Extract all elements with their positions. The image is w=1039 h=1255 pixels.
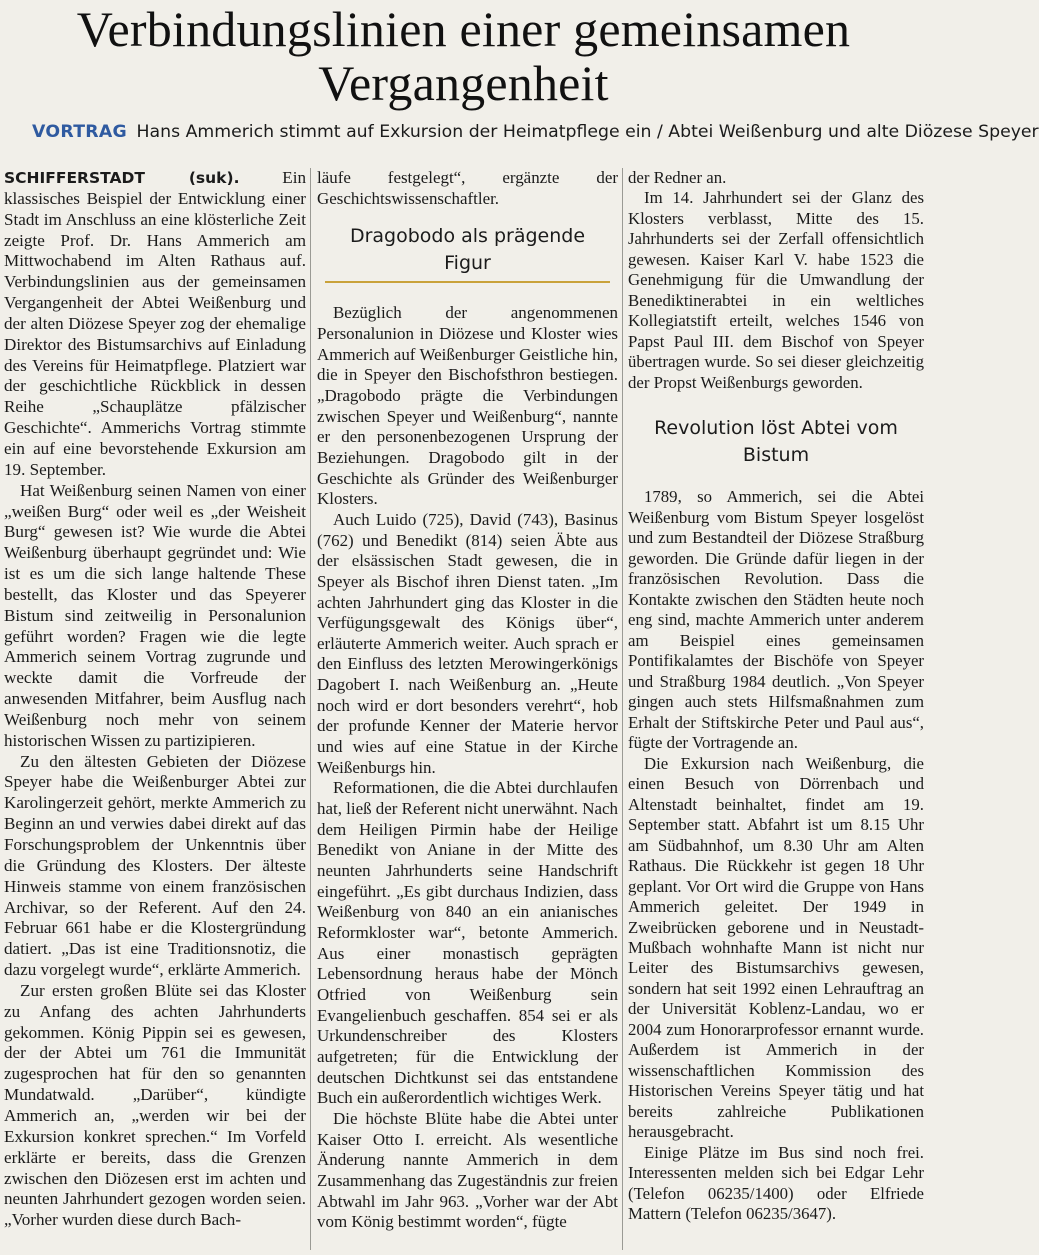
paragraph: 1789, so Ammerich, sei die Abtei Weißenburg vom Bistum Speyer losgelöst und zum Bestandteil der Diözese Straßburg geworden. Die Gründe dafür liegen in der französischen Revolution. Dass die Kontakte zwischen den Städten heute noch eng sind, machte Ammerich unter anderem am Beispiel eines gemeinsamen Pontifikalamtes der Bischöfe von Speyer und Straßburg 1984 deutlich. „Von Speyer gingen auch stets Hilfsmaßnahmen zum Erhalt der Stiftskirche Peter und Paul aus“, fügte der Vortragende an. — [628, 487, 924, 753]
kicker-line — [32, 122, 1039, 142]
paragraph: Zur ersten großen Blüte sei das Kloster zu Anfang des achten Jahrhunderts gekommen. König Pippin sei es gewesen, der der Abtei um 761 die Immunität zugesprochen hat für den so genannten Mundatwald. „Darüber“, kündigte Ammerich an, „werden wir bei der Exkursion konkret sprechen.“ Im Vorfeld erklärte er bereits, dass die Grenzen zwischen den Diözesen erst im achten und neunten Jahrhundert gezogen worden seien. „Vorher wurden diese durch Bach- — [4, 980, 306, 1230]
paragraph: Die Exkursion nach Weißenburg, die einen Besuch von Dörrenbach und Altenstadt beinhaltet, findet am 19. September statt. Abfahrt ist um 8.15 Uhr am Südbahnhof, um 8.30 Uhr am Alten Rathaus. Die Rückkehr ist gegen 18 Uhr geplant. Vor Ort wird die Gruppe von Hans Ammerich geleitet. Der 1949 in Zweibrücken geborene und in Neustadt-Mußbach wohnhafte Mann ist nicht nur Leiter des Bistumsarchivs gewesen, sondern hat seit 1992 einen Lehrauftrag an der Universität Koblenz-Landau, wo er 2004 zum Honorarprofessor ernannt wurde. Außerdem ist Ammerich in der wissenschaftlichen Kommission des Historischen Vereins Speyer tätig und hat bereits zahlreiche Publikationen herausgebracht. — [628, 753, 924, 1142]
column-3 — [628, 168, 924, 1225]
paragraph: Bezüglich der angenommenen Personalunion in Diözese und Kloster wies Ammerich auf Weißenburger Geistliche hin, die in Speyer den Bischofsthron bestiegen. „Dragobodo prägte die Verbindungen zwischen Speyer und Weißenburg“, nannte er den personenbezogenen Ursprung der Beziehungen. Dragobodo gilt in der Geschichte als Gründer des Weißenburger Klosters. — [317, 303, 618, 509]
column-rule — [622, 168, 623, 1250]
paragraph: Reformationen, die die Abtei durchlaufen hat, ließ der Referent nicht unerwähnt. Nach dem Heiligen Pirmin habe der Heilige Benedikt von Aniane in der Mitte des neunten Jahrhunderts seine Handschrift eingeführt. „Es gibt durchaus Indizien, dass Weißenburg von 840 an ein anianisches Reformkloster war“, betonte Ammerich. Aus einer monastisch geprägten Lebensordnung heraus habe der Mönch Otfried von Weißenburg sein Evangelienbuch geschaffen. 854 sei er als Urkundenschreiber des Klosters aufgetreten; für die Entwicklung der deutschen Dichtkunst sei das entstandene Buch ein außerordentlich wichtiges Werk. — [317, 778, 618, 1108]
subheading-revolution: Revolution löst Abtei vom Bistum — [654, 417, 898, 467]
subtitle: Hans Ammerich stimmt auf Exkursion der Heimatpflege ein / Abtei Weißenburg und alte Diözese Speyer — [136, 122, 1039, 142]
subheading-dragobodo: Dragobodo als prägende Figur — [325, 223, 610, 283]
dateline: SCHIFFERSTADT (suk). — [4, 169, 240, 187]
paragraph: Zu den ältesten Gebieten der Diözese Speyer habe die Weißenburger Abtei zur Karolingerzeit gehört, merkte Ammerich zu Beginn an und verwies dabei direkt auf das Forschungsproblem der Unkenntnis über die Gründung des Klosters. Der älteste Hinweis stamme von einem französischen Archivar, so der Referent. Auf den 24. Februar 661 habe er die Klostergründung datiert. „Das ist eine Traditionsnotiz, die dazu vorgelegt wurde“, erklärte Ammerich. — [4, 751, 306, 980]
paragraph — [4, 168, 306, 481]
kicker-label: VORTRAG — [32, 122, 128, 142]
headline — [0, 2, 927, 110]
paragraph: Einige Plätze im Bus sind noch frei. Interessenten melden sich bei Edgar Lehr (Telefon 06235/1400) oder Elfriede Mattern (Telefon 06235/3647). — [628, 1142, 924, 1224]
column-1 — [4, 168, 306, 1231]
paragraph: Die höchste Blüte habe die Abtei unter Kaiser Otto I. erreicht. Als wesentliche Änderung nannte Ammerich in dem Zusammenhang das Zugeständnis zur freien Abtwahl im Jahr 963. „Vorher war der Abt vom König bestimmt worden“, fügte — [317, 1108, 618, 1232]
headline-line-1: Verbindungslinien einer gemeinsamen — [76, 1, 851, 57]
paragraph: läufe festgelegt“, ergänzte der Geschichtswissenschaftler. — [317, 168, 618, 208]
headline-line-2: Vergangenheit — [318, 55, 609, 111]
paragraph: der Redner an. — [628, 168, 727, 187]
paragraph-text: Ein klassisches Beispiel der Entwicklung einer Stadt im Anschluss an eine klösterliche Zeit zeigte Prof. Dr. Hans Ammerich am Mittwochabend im Alten Rathaus auf. Verbindungslinien aus der gemeinsamen Vergangenheit der Abtei Weißenburg und der alten Diözese Speyer zog der ehemalige Direktor des Bistumsarchivs auf Einladung des Vereins für Heimatpflege. Platziert war der geschichtliche Rückblick in dessen Reihe „Schauplätze pfälzischer Geschichte“. Ammerichs Vortrag stimmte ein auf eine bevorstehende Exkursion am 19. September. — [4, 168, 306, 479]
column-2 — [317, 168, 618, 1233]
paragraph: Auch Luido (725), David (743), Basinus (762) und Benedikt (814) seien Äbte aus der elsässischen Stadt gewesen, die in Speyer als Bischof ihren Dienst taten. „Im achten Jahrhundert ging das Kloster in die Verfügungsgewalt des Königs über“, erläuterte Ammerich weiter. Auch sprach er den Einfluss des letzten Merowingerkönigs Dagobert I. nach Weißenburg an. „Heute noch wird er dort besonders verehrt“, hob der profunde Kenner der Materie hervor und wies auf eine Statue in der Kirche Weißenburgs hin. — [317, 509, 618, 777]
paragraph: Hat Weißenburg seinen Namen von einer „weißen Burg“ oder weil es „der Weisheit Burg“ gewesen ist? Wie wurde die Abtei Weißenburg überhaupt gegründet und: Wie ist es um die sich lange haltende These bestellt, das Kloster und das Speyerer Bistum sind zeitweilig in Personalunion geführt worden? Fragen wie die legte Ammerich seinem Vortrag zugrunde und weckte damit die Vorfreude der anwesenden Mitfahrer, beim Ausflug nach Weißenburg noch mehr von seinem historischen Wissen zu partizipieren. — [4, 480, 306, 750]
column-rule — [310, 168, 311, 1250]
paragraph: Im 14. Jahrhundert sei der Glanz des Klosters verblasst, Mitte des 15. Jahrhunderts sei der Zerfall offensichtlich gewesen. Kaiser Karl V. habe 1523 die Genehmigung für die Umwandlung der Benediktinerabtei in ein weltliches Kollegiatstift erteilt, welches 1546 von Papst Paul III. dem Bischof von Speyer übertragen wurde. So sei dieser gleichzeitig der Propst Weißenburgs geworden. — [628, 188, 924, 392]
